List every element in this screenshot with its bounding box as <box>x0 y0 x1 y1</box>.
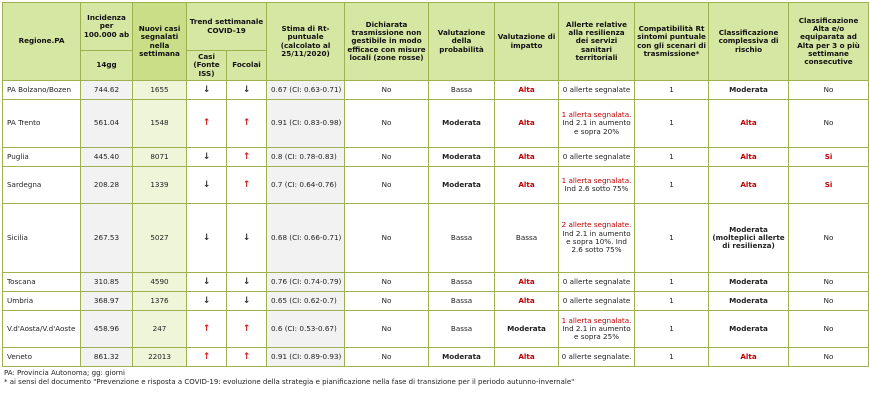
risk-classification: Alta <box>709 148 789 167</box>
trend-outbreaks-arrow-icon: ↑ <box>227 148 267 167</box>
header-trend: Trend settimanale COVID-19 <box>187 3 267 51</box>
probability-value: Bassa <box>429 81 495 100</box>
declaration-value: No <box>345 204 429 273</box>
impact-value: Alta <box>495 148 559 167</box>
region-name: PA Trento <box>3 100 81 148</box>
alerts-value <box>559 167 635 204</box>
risk-classification: Alta <box>709 100 789 148</box>
header-trend-outbreaks: Focolai <box>227 51 267 81</box>
probability-value: Moderata <box>429 348 495 367</box>
region-name: Puglia <box>3 148 81 167</box>
table-body <box>3 81 869 367</box>
rt-estimate: 0.67 (CI: 0.63-0.71) <box>267 81 345 100</box>
impact-value: Moderata <box>495 311 559 348</box>
new-cases-value: 8071 <box>133 148 187 167</box>
impact-value: Bassa <box>495 204 559 273</box>
compat-value: 1 <box>635 292 709 311</box>
incidence-value: 445.40 <box>81 148 133 167</box>
compat-value: 1 <box>635 81 709 100</box>
declaration-value: No <box>345 311 429 348</box>
alerts-value: 0 allerte segnalate <box>559 148 635 167</box>
new-cases-value: 1655 <box>133 81 187 100</box>
trend-outbreaks-arrow-icon: ↓ <box>227 292 267 311</box>
compat-value: 1 <box>635 273 709 292</box>
trend-cases-arrow-icon: ↓ <box>187 273 227 292</box>
table-row <box>3 100 869 148</box>
incidence-value: 310.85 <box>81 273 133 292</box>
region-name: Toscana <box>3 273 81 292</box>
incidence-value: 458.96 <box>81 311 133 348</box>
trend-outbreaks-arrow-icon: ↑ <box>227 311 267 348</box>
new-cases-value: 1548 <box>133 100 187 148</box>
region-name: Sicilia <box>3 204 81 273</box>
impact-value: Alta <box>495 292 559 311</box>
rt-estimate: 0.76 (CI: 0.74-0.79) <box>267 273 345 292</box>
header-new-cases: Nuovi casi segnalati nella settimana <box>133 3 187 81</box>
incidence-value: 267.53 <box>81 204 133 273</box>
alerts-count: 1 allerta segnalata. <box>561 315 632 325</box>
header-alerts: Allerte relative alla resilienza dei servizi sanitari territoriali <box>559 3 635 81</box>
header-risk: Classificazione complessiva di rischio <box>709 3 789 81</box>
probability-value: Bassa <box>429 204 495 273</box>
rt-estimate: 0.65 (CI: 0.62-0.7) <box>267 292 345 311</box>
table-row <box>3 311 869 348</box>
alerts-value: 0 allerte segnalate <box>559 292 635 311</box>
risk-classification: Moderata <box>709 292 789 311</box>
high-3-weeks-value: No <box>789 100 869 148</box>
header-incidence: Incidenza per 100.000 ab <box>81 3 133 51</box>
header-rt: Stima di Rt-puntuale (calcolato al 25/11/2020) <box>267 3 345 81</box>
table-row <box>3 348 869 367</box>
footnote-reference: * ai sensi del documento "Prevenzione e risposta a COVID-19: evoluzione della strategia e pianificazione nella fase di transizione per il periodo autunno-invernale" <box>4 378 575 386</box>
header-declaration: Dichiarata trasmissione non gestibile in modo efficace con misure locali (zone rosse) <box>345 3 429 81</box>
declaration-value: No <box>345 167 429 204</box>
probability-value: Bassa <box>429 292 495 311</box>
alerts-value: 0 allerte segnalate <box>559 81 635 100</box>
risk-classification: Moderata <box>709 311 789 348</box>
table-row <box>3 292 869 311</box>
table-row <box>3 81 869 100</box>
declaration-value: No <box>345 100 429 148</box>
compat-value: 1 <box>635 167 709 204</box>
high-3-weeks-value: No <box>789 311 869 348</box>
risk-classification: Alta <box>709 348 789 367</box>
new-cases-value: 247 <box>133 311 187 348</box>
region-name: Sardegna <box>3 167 81 204</box>
probability-value: Moderata <box>429 148 495 167</box>
risk-classification: Moderata <box>709 273 789 292</box>
incidence-value: 368.97 <box>81 292 133 311</box>
region-name: Umbria <box>3 292 81 311</box>
region-name: PA Bolzano/Bozen <box>3 81 81 100</box>
table-row <box>3 167 869 204</box>
trend-outbreaks-arrow-icon: ↓ <box>227 273 267 292</box>
impact-value: Alta <box>495 167 559 204</box>
alerts-detail: Ind 2.6 sotto 75% <box>564 184 629 193</box>
risk-classification: Moderata <box>709 81 789 100</box>
table-row <box>3 204 869 273</box>
alerts-value <box>559 100 635 148</box>
footnote-abbreviations: PA: Provincia Autonoma; gg: giorni <box>4 369 125 377</box>
rt-estimate: 0.91 (CI: 0.89-0.93) <box>267 348 345 367</box>
rt-estimate: 0.91 (CI: 0.83-0.98) <box>267 100 345 148</box>
header-region: Regione.PA <box>3 3 81 81</box>
alerts-count: 1 allerta segnalata. <box>561 175 632 185</box>
declaration-value: No <box>345 81 429 100</box>
trend-cases-arrow-icon: ↑ <box>187 100 227 148</box>
high-3-weeks-value: No <box>789 292 869 311</box>
trend-cases-arrow-icon: ↑ <box>187 348 227 367</box>
high-3-weeks-value: No <box>789 204 869 273</box>
high-3-weeks-value: No <box>789 348 869 367</box>
high-3-weeks-value: No <box>789 81 869 100</box>
declaration-value: No <box>345 292 429 311</box>
new-cases-value: 1339 <box>133 167 187 204</box>
alerts-detail: Ind 2.1 in aumento e sopra 20% <box>562 118 631 136</box>
compat-value: 1 <box>635 148 709 167</box>
risk-classification: Moderata (molteplici allerte di resilienza) <box>709 204 789 273</box>
impact-value: Alta <box>495 100 559 148</box>
alerts-detail: Ind 2.1 in aumento e sopra 10%. Ind 2.6 sotto 75% <box>562 228 631 255</box>
declaration-value: No <box>345 273 429 292</box>
header-compat: Compatibilità Rt sintomi puntuale con gli scenari di trasmissione* <box>635 3 709 81</box>
trend-cases-arrow-icon: ↓ <box>187 167 227 204</box>
new-cases-value: 22013 <box>133 348 187 367</box>
high-3-weeks-value: Si <box>789 148 869 167</box>
rt-estimate: 0.7 (CI: 0.64-0.76) <box>267 167 345 204</box>
incidence-value: 561.04 <box>81 100 133 148</box>
risk-classification: Alta <box>709 167 789 204</box>
trend-outbreaks-arrow-icon: ↑ <box>227 167 267 204</box>
report-container <box>2 2 860 387</box>
header-high3: Classificazione Alta e/o equiparata ad Alta per 3 o più settimane consecutive <box>789 3 869 81</box>
compat-value: 1 <box>635 348 709 367</box>
alerts-value <box>559 311 635 348</box>
high-3-weeks-value: Si <box>789 167 869 204</box>
impact-value: Alta <box>495 273 559 292</box>
trend-outbreaks-arrow-icon: ↓ <box>227 204 267 273</box>
region-name: Veneto <box>3 348 81 367</box>
trend-cases-arrow-icon: ↑ <box>187 311 227 348</box>
alerts-value: 0 allerte segnalate. <box>559 348 635 367</box>
alerts-count: 1 allerta segnalata. <box>561 110 632 120</box>
risk-table <box>2 2 869 367</box>
declaration-value: No <box>345 148 429 167</box>
alerts-value <box>559 204 635 273</box>
trend-cases-arrow-icon: ↓ <box>187 81 227 100</box>
new-cases-value: 1376 <box>133 292 187 311</box>
table-row <box>3 273 869 292</box>
region-name: V.d'Aosta/V.d'Aoste <box>3 311 81 348</box>
probability-value: Moderata <box>429 100 495 148</box>
new-cases-value: 5027 <box>133 204 187 273</box>
compat-value: 1 <box>635 311 709 348</box>
compat-value: 1 <box>635 100 709 148</box>
rt-estimate: 0.8 (CI: 0.78-0.83) <box>267 148 345 167</box>
impact-value: Alta <box>495 81 559 100</box>
trend-outbreaks-arrow-icon: ↑ <box>227 348 267 367</box>
incidence-value: 861.32 <box>81 348 133 367</box>
table-row <box>3 148 869 167</box>
alerts-detail: Ind 2.1 in aumento e sopra 25% <box>562 323 631 342</box>
probability-value: Bassa <box>429 273 495 292</box>
new-cases-value: 4590 <box>133 273 187 292</box>
declaration-value: No <box>345 348 429 367</box>
trend-outbreaks-arrow-icon: ↓ <box>227 81 267 100</box>
trend-cases-arrow-icon: ↓ <box>187 148 227 167</box>
alerts-count: 2 allerte segnalate. <box>561 220 632 230</box>
header-trend-cases: Casi (Fonte ISS) <box>187 51 227 81</box>
header-impact: Valutazione di impatto <box>495 3 559 81</box>
compat-value: 1 <box>635 204 709 273</box>
alerts-value: 0 allerte segnalate <box>559 273 635 292</box>
trend-cases-arrow-icon: ↓ <box>187 204 227 273</box>
impact-value: Alta <box>495 348 559 367</box>
incidence-value: 208.28 <box>81 167 133 204</box>
header-probability: Valutazione della probabilità <box>429 3 495 81</box>
trend-cases-arrow-icon: ↓ <box>187 292 227 311</box>
rt-estimate: 0.6 (CI: 0.53-0.67) <box>267 311 345 348</box>
footnotes <box>2 369 818 387</box>
probability-value: Bassa <box>429 311 495 348</box>
header-incidence-sub: 14gg <box>81 51 133 81</box>
incidence-value: 744.62 <box>81 81 133 100</box>
rt-estimate: 0.68 (CI: 0.66-0.71) <box>267 204 345 273</box>
probability-value: Moderata <box>429 167 495 204</box>
high-3-weeks-value: No <box>789 273 869 292</box>
trend-outbreaks-arrow-icon: ↑ <box>227 100 267 148</box>
